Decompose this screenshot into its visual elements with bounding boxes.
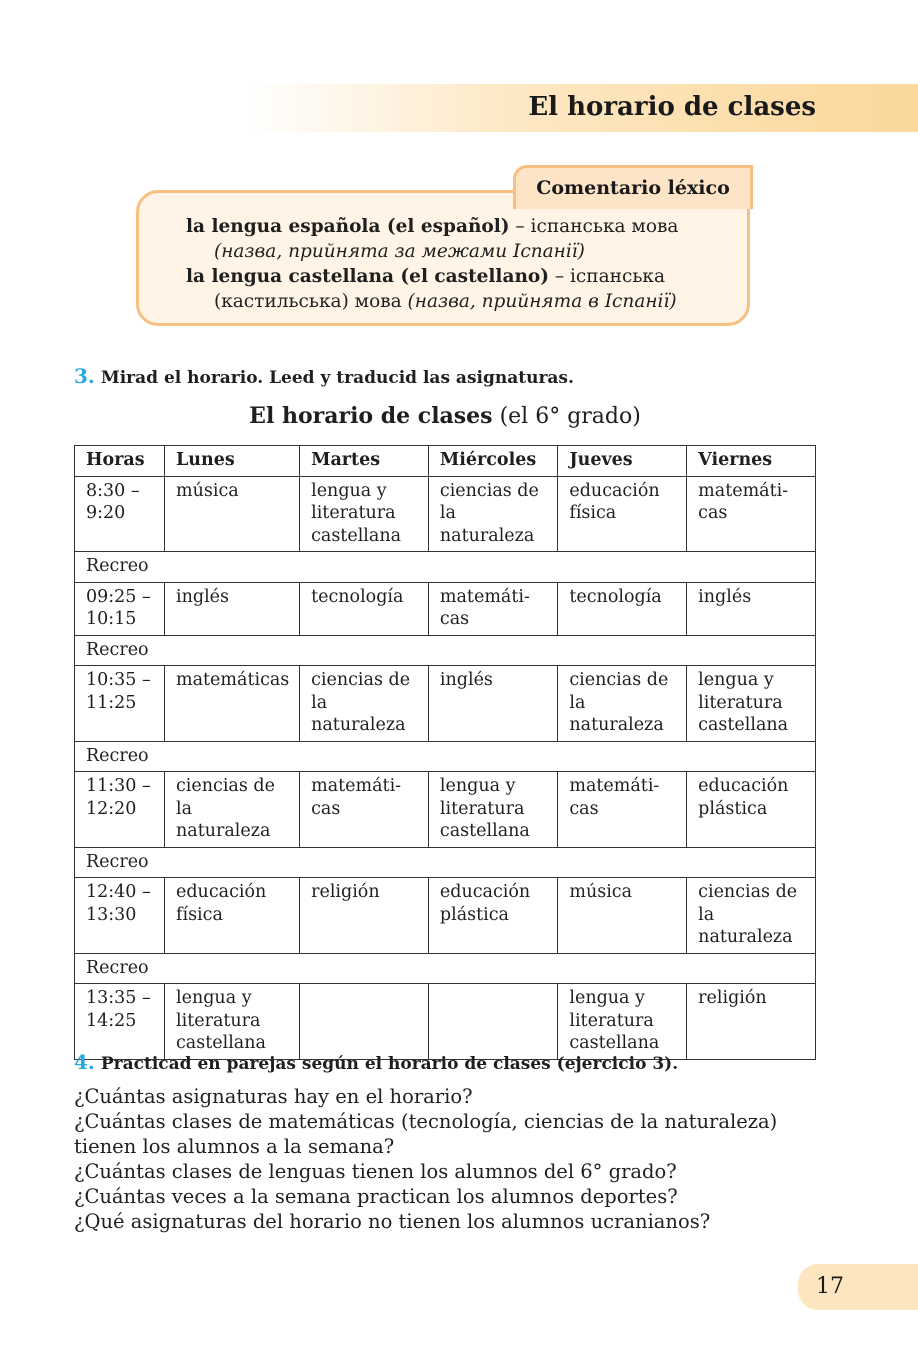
schedule-row — [75, 666, 816, 742]
header-lunes: Lunes — [165, 446, 300, 477]
subject-cell-miercoles: ciencias de la naturaleza — [428, 476, 557, 552]
page-title: El horario de clases — [528, 92, 816, 122]
schedule-row — [75, 476, 816, 552]
break-row — [75, 552, 816, 583]
lexical-note-1: (назва, прийнята за межами Іспанії) — [214, 241, 585, 262]
lexical-line-1 — [186, 216, 678, 237]
subject-cell-viernes: matemáti- cas — [687, 476, 816, 552]
lexical-term-castellano: la lengua castellana (el castellano) — [186, 266, 549, 287]
time-slot-cell: 8:30 – 9:20 — [75, 476, 165, 552]
break-label: Recreo — [75, 847, 816, 878]
schedule-caption-title: El horario de clases — [249, 403, 493, 429]
exercise-4-number: 4. — [74, 1050, 95, 1074]
time-slot-cell: 13:35 – 14:25 — [75, 984, 165, 1060]
subject-cell-lunes: inglés — [165, 582, 300, 635]
subject-cell-viernes: inglés — [687, 582, 816, 635]
subject-cell-jueves: matemáti- cas — [558, 772, 687, 848]
header-viernes: Viernes — [687, 446, 816, 477]
time-slot-cell: 09:25 – 10:15 — [75, 582, 165, 635]
subject-cell-miercoles — [428, 984, 557, 1060]
time-slot-cell: 10:35 – 11:25 — [75, 666, 165, 742]
schedule-table — [74, 445, 816, 1060]
subject-cell-viernes: lengua y literatura castellana — [687, 666, 816, 742]
question-item: ¿Cuántas asignaturas hay en el horario? — [74, 1085, 473, 1108]
subject-cell-viernes: religión — [687, 984, 816, 1060]
exercise-3-heading — [74, 364, 574, 388]
lexical-line-3 — [186, 266, 665, 287]
break-row — [75, 741, 816, 772]
subject-cell-martes: tecnología — [300, 582, 429, 635]
question-item: ¿Cuántas clases de matemáticas (tecnología, ciencias de la naturaleza) tienen los alumnos a la semana? — [74, 1110, 778, 1158]
schedule-row — [75, 984, 816, 1060]
subject-cell-lunes: lengua y literatura castellana — [165, 984, 300, 1060]
lexical-note-2: (назва, прийнята в Іспанії) — [407, 291, 677, 312]
time-slot-cell: 12:40 – 13:30 — [75, 878, 165, 954]
break-row — [75, 953, 816, 984]
lexical-translation-2: – іспанська — [548, 266, 665, 287]
exercise-4-instruction: Practicad en parejas según el horario de clases (ejercicio 3). — [100, 1054, 679, 1074]
schedule-row — [75, 772, 816, 848]
header-miercoles: Miércoles — [428, 446, 557, 477]
subject-cell-miercoles: educación plástica — [428, 878, 557, 954]
exercise-3-instruction: Mirad el horario. Leed y traducid las asignaturas. — [100, 368, 574, 388]
subject-cell-miercoles: lengua y literatura castellana — [428, 772, 557, 848]
subject-cell-lunes: música — [165, 476, 300, 552]
subject-cell-viernes: ciencias de la naturaleza — [687, 878, 816, 954]
break-label: Recreo — [75, 953, 816, 984]
subject-cell-martes — [300, 984, 429, 1060]
subject-cell-martes: lengua y literatura castellana — [300, 476, 429, 552]
header-horas: Horas — [75, 446, 165, 477]
schedule-row — [75, 878, 816, 954]
lexical-line-4 — [214, 291, 677, 312]
subject-cell-martes: religión — [300, 878, 429, 954]
header-jueves: Jueves — [558, 446, 687, 477]
subject-cell-jueves: música — [558, 878, 687, 954]
subject-cell-jueves: ciencias de la naturaleza — [558, 666, 687, 742]
time-slot-cell: 11:30 – 12:20 — [75, 772, 165, 848]
schedule-caption — [0, 403, 890, 429]
subject-cell-jueves: lengua y literatura castellana — [558, 984, 687, 1060]
schedule-row — [75, 582, 816, 635]
subject-cell-miercoles: matemáti- cas — [428, 582, 557, 635]
schedule-caption-grade: (el 6° grado) — [492, 404, 641, 429]
lexical-term-spanish: la lengua española (el español) — [186, 216, 510, 237]
subject-cell-jueves: tecnología — [558, 582, 687, 635]
subject-cell-lunes: matemáticas — [165, 666, 300, 742]
break-label: Recreo — [75, 635, 816, 666]
subject-cell-viernes: educación plástica — [687, 772, 816, 848]
header-martes: Martes — [300, 446, 429, 477]
schedule-body — [75, 476, 816, 1059]
subject-cell-martes: ciencias de la naturaleza — [300, 666, 429, 742]
break-label: Recreo — [75, 741, 816, 772]
lexical-line-2 — [214, 241, 585, 262]
subject-cell-lunes: educación física — [165, 878, 300, 954]
exercise-3-number: 3. — [74, 364, 95, 388]
schedule-header-row — [75, 446, 816, 477]
break-label: Recreo — [75, 552, 816, 583]
exercise-4-heading — [74, 1050, 678, 1074]
subject-cell-miercoles: inglés — [428, 666, 557, 742]
subject-cell-martes: matemáti- cas — [300, 772, 429, 848]
page-number: 17 — [816, 1274, 844, 1299]
question-list — [74, 1084, 824, 1234]
question-item: ¿Qué asignaturas del horario no tienen los alumnos ucranianos? — [74, 1210, 711, 1233]
lexical-comment-tab: Comentario léxico — [513, 165, 753, 209]
question-item: ¿Cuántas veces a la semana practican los alumnos deportes? — [74, 1185, 678, 1208]
break-row — [75, 847, 816, 878]
subject-cell-jueves: educación física — [558, 476, 687, 552]
break-row — [75, 635, 816, 666]
question-item: ¿Cuántas clases de lenguas tienen los alumnos del 6° grado? — [74, 1160, 677, 1183]
subject-cell-lunes: ciencias de la naturaleza — [165, 772, 300, 848]
lexical-translation-1: – іспанська мова — [509, 216, 679, 237]
lexical-translation-2b: (кастильська) мова — [214, 291, 408, 312]
